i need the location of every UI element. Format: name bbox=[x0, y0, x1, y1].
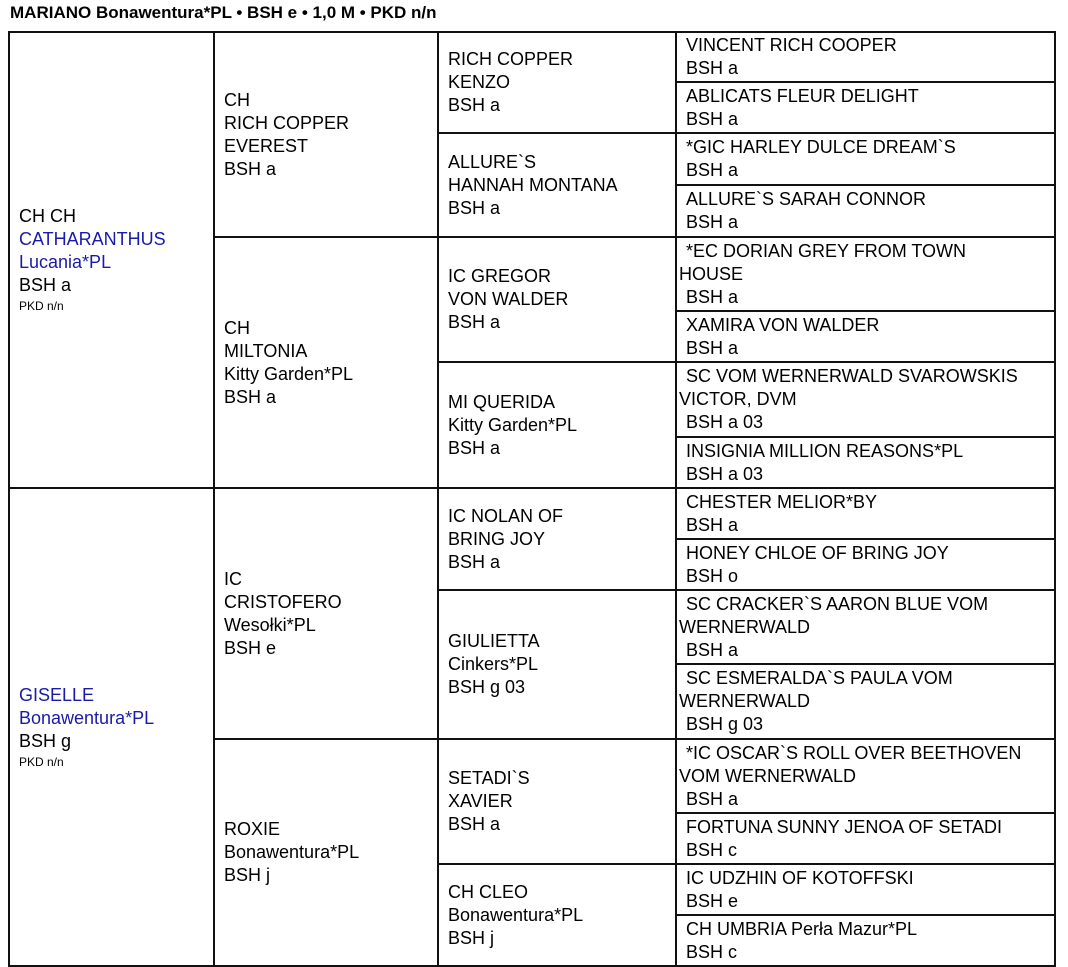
gen3-8-line-1: CH CLEO bbox=[448, 881, 529, 902]
gen4-16-breed: BSH c bbox=[686, 941, 738, 962]
gen4-7-name-2: VICTOR, DVM bbox=[679, 389, 797, 409]
dam-sire-titles: IC bbox=[224, 568, 242, 589]
gen4-9-breed: BSH a bbox=[686, 514, 739, 535]
dam-pkd: PKD n/n bbox=[19, 754, 64, 769]
gen4-7-name: SC VOM WERNERWALD SVAROWSKIS bbox=[686, 366, 1018, 386]
sire-pkd: PKD n/n bbox=[19, 299, 64, 313]
gen3-1-line-2: KENZO bbox=[448, 72, 511, 92]
gen4-cell-11 bbox=[675, 589, 1056, 665]
gen4-cell-10 bbox=[675, 538, 1056, 591]
dam-cell bbox=[8, 487, 215, 967]
gen3-4-line-2: Kitty Garden*PL bbox=[448, 414, 578, 435]
gen4-15-name: IC UDZHIN OF KOTOFFSKI bbox=[686, 867, 914, 888]
gen3-8-line-2: Bonawentura*PL bbox=[448, 904, 584, 925]
sire-sire-name-2: EVEREST bbox=[224, 135, 309, 156]
gen4-3-name: *GIC HARLEY DULCE DREAM`S bbox=[686, 137, 956, 157]
dam-sire-breed: BSH e bbox=[224, 637, 277, 658]
dam-name: GISELLE bbox=[19, 684, 95, 705]
gen3-cell-3 bbox=[437, 236, 677, 363]
gen3-6-line-2: Cinkers*PL bbox=[448, 654, 539, 674]
sire-dam-cattery: Kitty Garden*PL bbox=[224, 363, 354, 384]
gen4-14-name: FORTUNA SUNNY JENOA OF SETADI bbox=[686, 816, 1003, 837]
gen4-13-name-2: VOM WERNERWALD bbox=[679, 765, 857, 786]
sire-dam-breed: BSH a bbox=[224, 386, 277, 407]
dam-sire-cell bbox=[213, 487, 439, 740]
page-title: MARIANO Bonawentura*PL • BSH e • 1,0 M • PKD n/n bbox=[10, 3, 437, 22]
gen3-7-line-1: SETADI`S bbox=[448, 768, 530, 788]
gen4-11-name: SC CRACKER`S AARON BLUE VOM bbox=[686, 593, 989, 614]
gen3-7-line-3: BSH a bbox=[448, 814, 501, 834]
gen4-5-breed: BSH a bbox=[686, 286, 739, 307]
gen4-cell-16 bbox=[675, 914, 1056, 967]
gen4-8-name: INSIGNIA MILLION REASONS*PL bbox=[686, 440, 964, 461]
gen4-13-name: *IC OSCAR`S ROLL OVER BEETHOVEN bbox=[686, 742, 1022, 763]
gen4-10-name: HONEY CHLOE OF BRING JOY bbox=[686, 542, 949, 563]
gen3-6-line-3: BSH g 03 bbox=[448, 677, 526, 697]
gen4-11-name-2: WERNERWALD bbox=[679, 616, 811, 637]
gen4-8-breed: BSH a 03 bbox=[686, 463, 764, 484]
gen3-cell-2 bbox=[437, 132, 677, 238]
dam-dam-cell bbox=[213, 738, 439, 967]
gen3-8-line-3: BSH j bbox=[448, 927, 495, 948]
sire-sire-name: RICH COPPER bbox=[224, 112, 350, 133]
sire-cell bbox=[8, 31, 215, 489]
gen3-4-line-3: BSH a bbox=[448, 437, 501, 458]
gen4-cell-3 bbox=[675, 132, 1056, 186]
dam-dam-breed: BSH j bbox=[224, 865, 271, 885]
dam-sire-name: CRISTOFERO bbox=[224, 591, 342, 612]
gen3-2-line-2: HANNAH MONTANA bbox=[448, 174, 618, 195]
gen4-cell-9 bbox=[675, 487, 1056, 540]
gen3-3-line-1: IC GREGOR bbox=[448, 266, 552, 286]
gen3-cell-1 bbox=[437, 31, 677, 134]
gen4-2-breed: BSH a bbox=[686, 108, 739, 129]
gen4-16-name: CH UMBRIA Perła Mazur*PL bbox=[686, 918, 918, 939]
dam-dam-cattery: Bonawentura*PL bbox=[224, 842, 360, 862]
gen3-2-line-1: ALLURE`S bbox=[448, 151, 537, 172]
gen3-3-line-3: BSH a bbox=[448, 312, 501, 332]
gen3-5-line-2: BRING JOY bbox=[448, 528, 546, 549]
gen4-4-breed: BSH a bbox=[686, 212, 739, 232]
dam-sire-cattery: Wesołki*PL bbox=[224, 614, 316, 635]
gen4-cell-2 bbox=[675, 81, 1056, 134]
gen4-cell-14 bbox=[675, 812, 1056, 865]
gen3-4-line-1: MI QUERIDA bbox=[448, 391, 556, 412]
gen3-6-line-1: GIULIETTA bbox=[448, 631, 540, 651]
gen4-9-name: CHESTER MELIOR*BY bbox=[686, 491, 878, 512]
gen4-2-name: ABLICATS FLEUR DELIGHT bbox=[686, 85, 919, 106]
sire-dam-name: MILTONIA bbox=[224, 340, 308, 361]
gen4-1-name: VINCENT RICH COOPER bbox=[686, 35, 897, 55]
gen4-5-name-2: HOUSE bbox=[679, 263, 744, 284]
gen3-1-line-1: RICH COPPER bbox=[448, 49, 574, 69]
gen4-12-breed: BSH g 03 bbox=[686, 714, 764, 734]
gen3-5-line-1: IC NOLAN OF bbox=[448, 505, 564, 526]
sire-sire-titles: CH bbox=[224, 89, 250, 110]
gen4-10-breed: BSH o bbox=[686, 565, 739, 586]
gen3-3-line-2: VON WALDER bbox=[448, 289, 569, 309]
gen4-6-breed: BSH a bbox=[686, 337, 739, 358]
gen4-3-breed: BSH a bbox=[686, 160, 739, 180]
gen4-cell-5 bbox=[675, 236, 1056, 312]
gen3-cell-4 bbox=[437, 361, 677, 489]
gen3-cell-6 bbox=[437, 589, 677, 740]
gen3-cell-7 bbox=[437, 738, 677, 865]
gen4-5-name: *EC DORIAN GREY FROM TOWN bbox=[686, 240, 967, 261]
gen4-cell-13 bbox=[675, 738, 1056, 814]
gen3-1-line-3: BSH a bbox=[448, 95, 501, 115]
gen4-12-name: SC ESMERALDA`S PAULA VOM bbox=[686, 668, 953, 688]
gen4-cell-12 bbox=[675, 663, 1056, 740]
sire-dam-titles: CH bbox=[224, 317, 250, 338]
gen3-2-line-3: BSH a bbox=[448, 197, 501, 218]
sire-sire-breed: BSH a bbox=[224, 158, 277, 179]
gen4-cell-7 bbox=[675, 361, 1056, 438]
sire-dam-cell bbox=[213, 236, 439, 489]
gen4-7-breed: BSH a 03 bbox=[686, 412, 764, 432]
dam-cattery: Bonawentura*PL bbox=[19, 707, 155, 728]
gen4-1-breed: BSH a bbox=[686, 58, 739, 78]
sire-breed: BSH a bbox=[19, 275, 72, 295]
gen4-cell-1 bbox=[675, 31, 1056, 83]
gen4-12-name-2: WERNERWALD bbox=[679, 691, 811, 711]
dam-breed: BSH g bbox=[19, 730, 72, 751]
gen4-cell-6 bbox=[675, 310, 1056, 363]
sire-name: CATHARANTHUS bbox=[19, 229, 166, 249]
gen3-cell-8 bbox=[437, 863, 677, 967]
gen4-6-name: XAMIRA VON WALDER bbox=[686, 314, 880, 335]
gen3-7-line-2: XAVIER bbox=[448, 791, 513, 811]
gen3-cell-5 bbox=[437, 487, 677, 591]
sire-cattery: Lucania*PL bbox=[19, 252, 112, 272]
gen4-cell-4 bbox=[675, 184, 1056, 238]
gen4-14-breed: BSH c bbox=[686, 839, 738, 860]
gen4-4-name: ALLURE`S SARAH CONNOR bbox=[686, 189, 927, 209]
dam-dam-name: ROXIE bbox=[224, 819, 281, 839]
gen4-15-breed: BSH e bbox=[686, 890, 739, 911]
gen3-5-line-3: BSH a bbox=[448, 551, 501, 572]
gen4-11-breed: BSH a bbox=[686, 639, 739, 660]
gen4-cell-8 bbox=[675, 436, 1056, 489]
sire-titles: CH CH bbox=[19, 206, 76, 226]
gen4-13-breed: BSH a bbox=[686, 788, 739, 809]
gen4-cell-15 bbox=[675, 863, 1056, 916]
sire-sire-cell bbox=[213, 31, 439, 238]
